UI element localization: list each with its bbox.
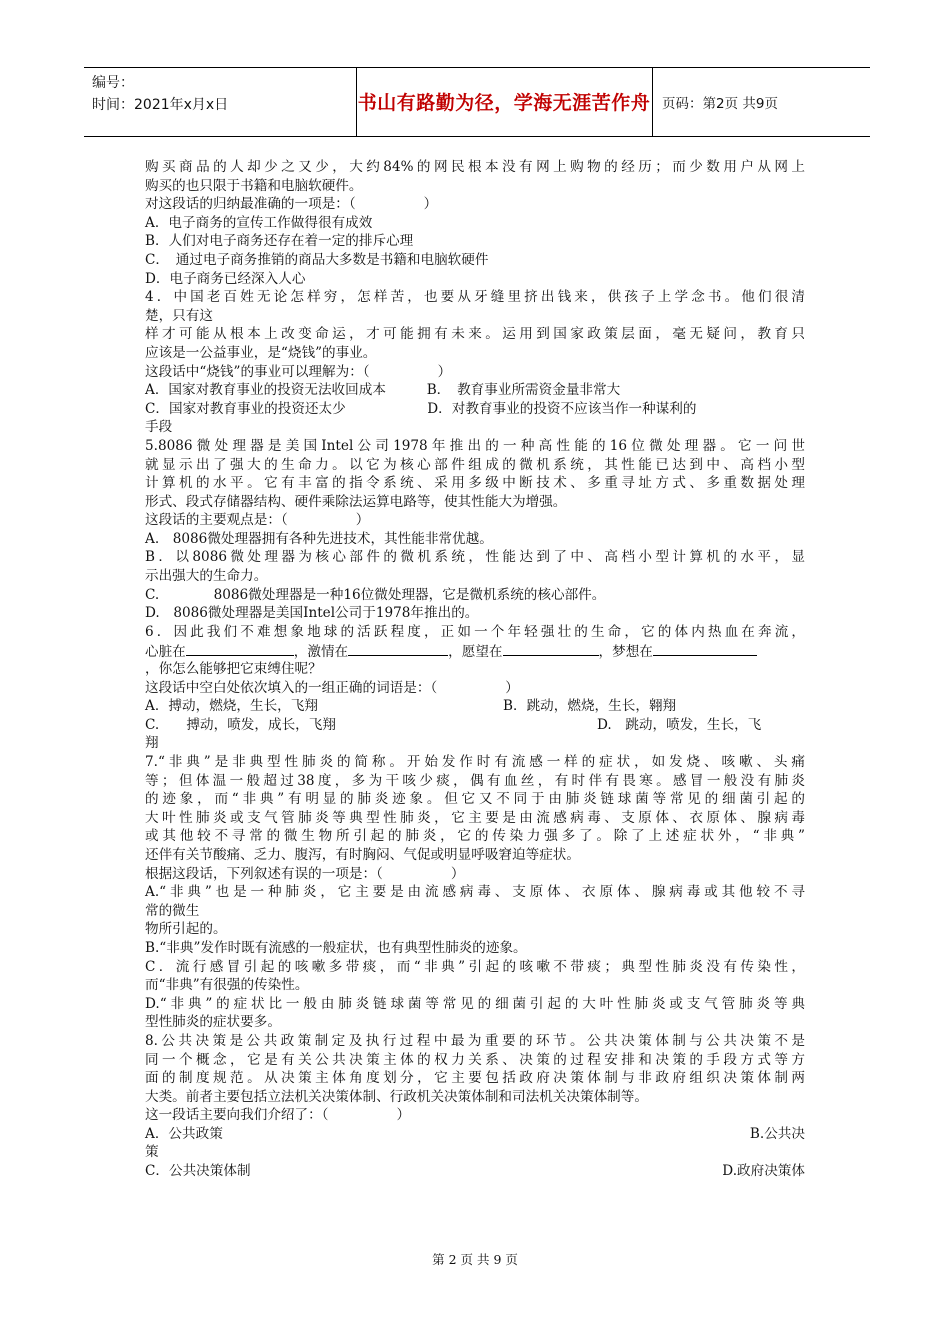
- text-line: 等；但体温一般超过38度，多为干咳少痰，偶有血丝，有时伴有畏寒。感冒一般没有肺炎: [145, 772, 805, 789]
- question-prompt: 这段话中空白处依次填入的一组正确的词语是：（ ）: [145, 679, 519, 696]
- option-a: A．公共政策: [145, 1125, 223, 1142]
- text-fragment: ，愿望在: [448, 644, 503, 661]
- text-line: 策: [145, 1144, 159, 1161]
- text-line: 4．中国老百姓无论怎样穷，怎样苦，也要从牙缝里挤出钱来，供孩子上学念书。他们很清: [145, 289, 805, 306]
- text-line: 的迹象，而“非典”有明显的肺炎迹象。但它又不同于由肺炎链球菌等常见的细菌引起的: [145, 791, 805, 808]
- document-body: [145, 158, 805, 1181]
- option-row: C．国家对教育事业的投资还太少 D．对教育事业的投资不应该当作一种谋利的: [145, 400, 697, 417]
- text-line: 还伴有关节酸痛、乏力、腹泻，有时胸闷、气促或明显呼吸窘迫等症状。: [145, 846, 580, 863]
- option-a: A．搏动，燃烧，生长，飞翔: [145, 698, 318, 715]
- option-b: B.“非典”发作时既有流感的一般症状，也有典型性肺炎的迹象。: [145, 939, 527, 956]
- text-line: 手段: [145, 419, 173, 436]
- question-prompt: 这一段话主要向我们介绍了：（ ）: [145, 1107, 411, 1124]
- text-line: 翔: [145, 735, 159, 752]
- text-fragment: ，激情在: [293, 644, 349, 661]
- question-prompt: 这段话中“烧钱”的事业可以理解为：（ ）: [145, 363, 452, 380]
- text-line: 7.“非典”是非典型性肺炎的简称。开始发作时有流感一样的症状，如发烧、咳嗽、头痛: [145, 754, 805, 770]
- option-row: [145, 697, 805, 716]
- text-line: 常的微生: [145, 902, 200, 919]
- answer-blank: [503, 641, 599, 656]
- option-b: B．人们对电子商务还存在着一定的排斥心理: [145, 233, 414, 250]
- text-line: 面的制度规范。从决策主体角度划分，它主要包括政府决策体制与非政府组织决策体制两: [145, 1070, 805, 1087]
- question-prompt: 根据这段话，下列叙述有误的一项是：（ ）: [145, 865, 465, 882]
- document-time-label: 时间：2021年x月x日: [92, 97, 229, 113]
- question-prompt: 这段话的主要观点是：（ ）: [145, 512, 370, 529]
- option-b: B．跳动，燃烧，生长，翱翔: [503, 698, 677, 715]
- text-line: 型性肺炎的症状要多。: [145, 1014, 281, 1031]
- question-prompt: 对这段话的归纳最准确的一项是：（ ）: [145, 196, 438, 213]
- option-row: [145, 716, 805, 735]
- option-c: C．公共决策体制: [145, 1163, 251, 1180]
- text-line: 6．因此我们不难想象地球的活跃程度，正如一个年轻强壮的生命，它的体内热血在奔流，: [145, 623, 805, 640]
- text-line: 大叶性肺炎或支气管肺炎等典型性肺炎，它主要是由流感病毒、支原体、衣原体、腺病毒: [145, 809, 805, 826]
- option-a: A. 8086微处理器拥有各种先进技术，其性能非常优越。: [145, 530, 493, 547]
- answer-blank: [348, 641, 448, 656]
- text-line: 5.8086微处理器是美国Intel公司1978年推出的一种高性能的16位微处理器。它一问世: [145, 437, 805, 454]
- text-line: 8.公共决策是公共政策制定及执行过程中最为重要的环节。公共决策体制与公共决策不是: [145, 1032, 805, 1049]
- text-line: 就显示出了强大的生命力。以它为核心部件组成的微机系统，其性能已达到中、高档小型: [145, 456, 805, 473]
- option-b: B．以8086微处理器为核心部件的微机系统，性能达到了中、高档小型计算机的水平，显: [145, 549, 805, 566]
- header-motto: 书山有路勤为径，学海无涯苦作舟: [357, 92, 651, 114]
- text-line: 物所引起的。: [145, 921, 227, 938]
- answer-blank: [186, 641, 294, 656]
- text-line: 而“非典”有很强的传染性。: [145, 977, 309, 994]
- page-footer: 第 2 页 共 9 页: [432, 1252, 518, 1267]
- option-d: D. 8086微处理器是美国Intel公司于1978年推出的。: [145, 605, 479, 622]
- option-row: A．国家对教育事业的投资无法收回成本 B． 教育事业所需资金量非常大: [145, 382, 621, 399]
- answer-blank: [653, 641, 757, 656]
- option-b: B.公共决: [749, 1125, 805, 1142]
- option-d: D.“非典”的症状比一般由肺炎链球菌等常见的细菌引起的大叶性肺炎或支气管肺炎等典: [145, 995, 805, 1012]
- text-line: 购买商品的人却少之又少，大约84%的网民根本没有网上购物的经历；而少数用户从网上: [145, 159, 805, 175]
- option-c: C. 8086微处理器是一种16位微处理器，它是微机系统的核心部件。: [145, 586, 606, 603]
- text-line: 应该是一公益事业，是“烧钱”的事业。: [145, 344, 377, 361]
- text-line: ，你怎么能够把它束缚住呢？: [145, 661, 322, 678]
- option-row: [145, 1162, 805, 1181]
- fill-blank-line: [145, 641, 805, 660]
- header-page-number: 页码：第2页 共9页: [662, 96, 778, 112]
- text-line: 购买的也只限于书籍和电脑软硬件。: [145, 177, 363, 194]
- option-a: A.“非典”也是一种肺炎，它主要是由流感病毒、支原体、衣原体、腺病毒或其他较不寻: [145, 884, 805, 901]
- text-line: 计算机的水平。它有丰富的指令系统、采用多级中断技术、多重寻址方式、多重数据处理: [145, 475, 805, 492]
- text-line: 示出强大的生命力。: [145, 568, 268, 585]
- text-line: 或其他较不寻常的微生物所引起的肺炎，它的传染力强多了。除了上述症状外，“非典”: [145, 828, 805, 845]
- text-fragment: 心脏在: [145, 644, 186, 661]
- page-header: [84, 67, 870, 137]
- header-meta: [92, 72, 297, 116]
- option-c: C． 通过电子商务推销的商品大多数是书籍和电脑软硬件: [145, 251, 489, 268]
- text-line: 大类。前者主要包括立法机关决策体制、行政机关决策体制和司法机关决策体制等。: [145, 1088, 648, 1105]
- document-number-label: 编号：: [92, 75, 134, 91]
- text-line: 形式、段式存储器结构、硬件乘除法运算电路等，使其性能大为增强。: [145, 493, 567, 510]
- option-c: C. 搏动，喷发，成长，飞翔: [145, 716, 336, 733]
- text-line: 样才可能从根本上改变命运，才可能拥有未来。运用到国家政策层面，毫无疑问，教育只: [145, 326, 805, 343]
- option-d: D.政府决策体: [722, 1163, 805, 1180]
- option-row: [145, 1125, 805, 1144]
- option-c: C．流行感冒引起的咳嗽多带痰，而“非典”引起的咳嗽不带痰；典型性肺炎没有传染性，: [145, 958, 805, 975]
- option-d: D. 跳动，喷发，生长，飞: [597, 716, 762, 733]
- text-fragment: ，梦想在: [598, 644, 653, 661]
- header-divider: [652, 68, 653, 136]
- text-line: 同一个概念，它是有关公共决策主体的权力关系、决策的过程安排和决策的手段方式等方: [145, 1051, 805, 1068]
- option-d: D．电子商务已经深入人心: [145, 270, 306, 287]
- text-line: 楚，只有这: [145, 307, 213, 324]
- option-a: A．电子商务的宣传工作做得很有成效: [145, 214, 373, 231]
